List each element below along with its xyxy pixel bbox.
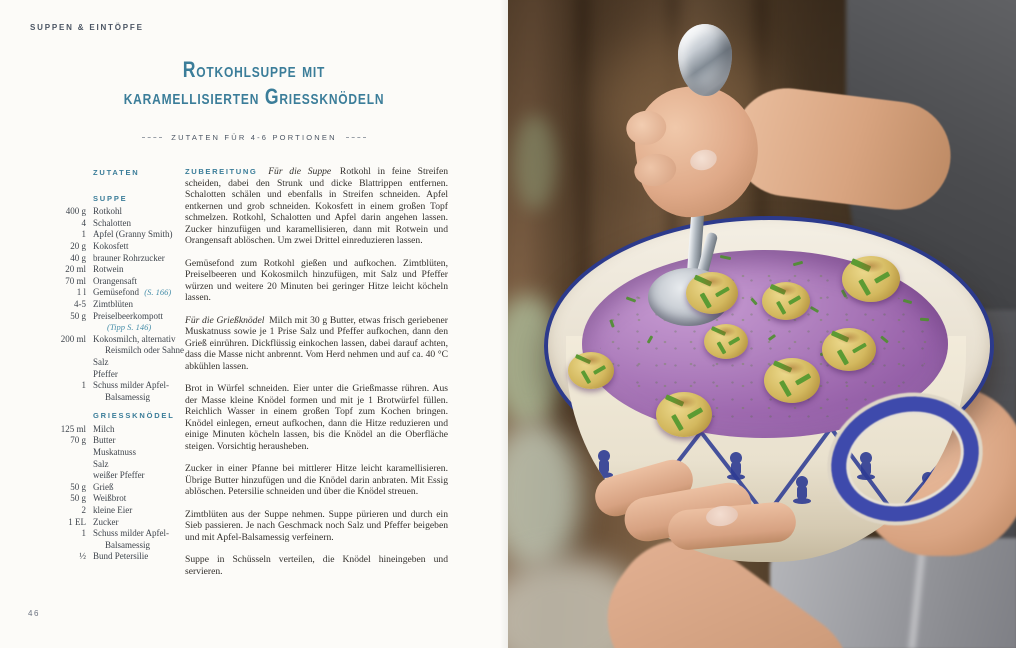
recipe-title-line1: Rotkohlsuppe mit: [182, 57, 326, 82]
ingredient-name: [93, 229, 189, 241]
ingredient-qty: [36, 459, 93, 471]
preparation-step-text: Suppe in Schüsseln verteilen, die Knödel hineingeben und servieren.: [185, 554, 448, 577]
ingredient-row: [36, 229, 189, 241]
divider-dash-left: [142, 137, 162, 138]
ingredient-name: [93, 380, 189, 403]
ingredient-name-text: Pfeffer: [93, 368, 118, 379]
ingredient-name: [93, 505, 189, 517]
ingredient-name: [93, 241, 189, 253]
ingredient-row: [36, 287, 189, 299]
preparation-step-text: Rotkohl in feine Streifen scheiden, dabei den Strunk und dicke Blattrippen entfernen. Schalotten schälen und ebenfalls in Streifen schneiden. Apfel entkernen und grob schneiden. Kokosfett in einem großen Topf schmelzen. Rotkohl, Schalotten und Apfel darin angehen lassen. Zucker hinzufügen und karamellisieren, dann mit Rotwein und Orangensaft ablöschen. Um zwei Drittel einreduzieren lassen.: [185, 166, 449, 246]
ingredient-qty: 1: [81, 528, 86, 539]
ingredient-row: [36, 334, 189, 357]
ingredient-name: [93, 470, 189, 482]
ingredient-row: [36, 311, 189, 334]
ingredient-row: [36, 369, 189, 381]
dumpling: [822, 328, 876, 371]
ingredient-qty: 50 g: [70, 310, 86, 321]
ingredient-qty: 20 ml: [65, 264, 86, 275]
ingredient-group-name: GRIESSKNÖDEL: [93, 411, 175, 421]
ingredient-name: [93, 218, 189, 230]
ingredient-name-text: kleine Eier: [93, 505, 133, 516]
ingredient-qty: 1: [81, 380, 86, 391]
ingredient-rows: [36, 206, 189, 403]
portions-note-text: ZUTATEN FÜR 4-6 PORTIONEN: [171, 133, 337, 142]
ingredient-rows: [36, 424, 189, 563]
dumpling: [842, 256, 900, 302]
ingredient-name-text: Gemüsefond: [93, 287, 139, 298]
ingredient-qty: 2: [81, 505, 86, 516]
ingredient-row: [36, 264, 189, 276]
ingredient-qty: 20 g: [70, 240, 86, 251]
ingredient-qty: 1: [81, 229, 86, 240]
plant-blur: [514, 115, 556, 210]
ingredient-name-text: Salz: [93, 356, 109, 367]
ingredient-group-name: SUPPE: [93, 193, 128, 203]
section-header: SUPPEN & EINTÖPFE: [30, 23, 144, 32]
ingredients-list: [36, 167, 189, 563]
ingredient-group-suppe: [36, 193, 189, 404]
preparation-paragraph: [185, 463, 448, 498]
ingredient-qty: [36, 447, 93, 459]
ingredient-name-text: Rotkohl: [93, 206, 123, 217]
ingredient-name: [93, 206, 189, 218]
dumpling: [656, 392, 712, 437]
ingredient-row: [36, 470, 189, 482]
ingredient-name-text: Muskatnuss: [93, 447, 137, 458]
ingredient-name-text: Kokosfett: [93, 240, 129, 251]
ingredient-name: [93, 482, 189, 494]
ingredient-qty: 70 ml: [65, 275, 86, 286]
ingredient-row: [36, 482, 189, 494]
ingredient-name-text: Zimtblüten: [93, 298, 133, 309]
ingredient-name: [93, 459, 189, 471]
dumpling: [704, 324, 748, 359]
ingredient-name-text: Orangensaft: [93, 275, 137, 286]
ingredient-qty: 1 EL: [68, 516, 86, 527]
ingredient-name-text: Schuss milder Apfel-Balsamessig: [93, 528, 169, 550]
ingredient-row: [36, 493, 189, 505]
ingredient-row: [36, 299, 189, 311]
ingredient-qty: 4: [81, 217, 86, 228]
ingredient-name: [93, 424, 189, 436]
ingredient-name: [93, 334, 189, 357]
ingredient-name: [93, 528, 189, 551]
ingredient-name-text: Kokosmilch, alternativ Reismilch oder Sahne: [93, 333, 184, 356]
dumpling: [686, 272, 738, 314]
preparation-paragraph: [185, 315, 448, 373]
ingredient-row: [36, 435, 189, 447]
preparation-text: [185, 166, 448, 588]
ingredient-row: [36, 357, 189, 369]
preparation-paragraph: [185, 554, 448, 577]
preparation-step-text: Milch mit 30 g Butter, etwas frisch geriebener Muskatnuss sowie je 1 Prise Salz und Pfeffer aufkochen, dann den Grieß einrühren. Dickflüssig einkochen lassen, dabei darauf achten, dass die Masse nicht anbrennt. Vom Herd nehmen und auf ca. 40 °C abkühlen lassen.: [185, 314, 448, 372]
ingredient-row: [36, 206, 189, 218]
ingredient-name-text: Milch: [93, 423, 115, 434]
preparation-label: ZUBEREITUNG: [185, 167, 258, 176]
ingredient-name-text: Schalotten: [93, 217, 131, 228]
ingredient-name: [93, 435, 189, 447]
preparation-step-lead: Für die Grießknödel: [185, 314, 265, 326]
dumpling: [568, 352, 614, 389]
ingredient-name: [93, 517, 189, 529]
ingredient-name-text: Butter: [93, 435, 116, 446]
ingredient-name: [93, 357, 189, 369]
ingredient-qty: [36, 369, 93, 381]
ingredient-row: [36, 253, 189, 265]
ingredient-qty: 400 g: [65, 206, 86, 217]
ingredient-qty: 50 g: [70, 493, 86, 504]
preparation-paragraph: [185, 166, 448, 247]
ingredient-qty: 1 l: [76, 287, 86, 298]
ingredient-qty: 40 g: [70, 252, 86, 263]
dumpling: [762, 282, 810, 320]
preparation-step-text: Zimtblüten aus der Suppe nehmen. Suppe pürieren und durch ein Sieb passieren. Je nach Geschmack noch Salz und Pfeffer beigeben und mit Apfel-Balsamessig verfeinern.: [185, 508, 448, 543]
ingredient-name: [93, 253, 189, 265]
divider-dash-right: [346, 137, 366, 138]
ingredient-group-griessknoedel: [36, 410, 189, 563]
ingredient-row: [36, 517, 189, 529]
ingredient-name-text: weißer Pfeffer: [93, 470, 145, 481]
ingredient-name: [93, 493, 189, 505]
ingredient-row: [36, 551, 189, 563]
ingredient-qty: 50 g: [70, 481, 86, 492]
ingredient-name-text: Apfel (Granny Smith): [93, 229, 173, 240]
ingredient-row: [36, 241, 189, 253]
preparation-step-lead: Für die Suppe: [268, 166, 332, 177]
ingredient-row: [36, 459, 189, 471]
ingredient-qty: 200 ml: [60, 333, 86, 344]
ingredient-name-text: Preiselbeerkompott: [93, 310, 163, 321]
ingredient-name: [93, 551, 189, 563]
ingredient-tip-ref: (Tipp S. 146): [107, 322, 152, 333]
ingredient-name: [93, 287, 189, 299]
preparation-step-text: Brot in Würfel schneiden. Eier unter die Grießmasse rühren. Aus der Masse kleine Knödel formen und mit je 1 Brotwürfel füllen. Reichlich Wasser in einem großen Topf zum Kochen bringen. Knödel einlegen, erneut aufkochen, dann die Hitze reduzieren und einige Minuten köcheln lassen, bis die Knödel an die Oberfläche steigen. Vorsichtig herausheben.: [185, 383, 448, 452]
portions-note: [0, 133, 508, 142]
preparation-paragraph: [185, 383, 448, 452]
preparation-step-text: Zucker in einer Pfanne bei mittlerer Hitze leicht karamellisieren. Übrige Butter hinzufügen und die Knödel darin anbraten. Mit Essig ablöschen. Petersilie schneiden und über die Knödel streuen.: [185, 463, 448, 497]
ingredient-qty: 70 g: [70, 435, 86, 446]
ingredient-qty: [36, 470, 93, 482]
ingredient-name: [93, 264, 189, 276]
page-number: 46: [28, 609, 40, 618]
ingredient-qty: ½: [79, 551, 86, 562]
ingredient-name: [93, 369, 189, 381]
ingredient-qty: [36, 357, 93, 369]
ingredient-row: [36, 528, 189, 551]
ingredient-row: [36, 276, 189, 288]
ingredient-row: [36, 505, 189, 517]
recipe-title-line2: karamellisierten Griessknödeln: [123, 84, 385, 109]
ingredient-qty: 125 ml: [60, 423, 86, 434]
recipe-title: [0, 56, 508, 110]
ingredient-name-text: Zucker: [93, 516, 119, 527]
ingredient-page-ref: (S. 166): [144, 287, 172, 298]
ingredient-qty: 4-5: [74, 298, 86, 309]
ingredient-name: [93, 311, 189, 334]
ingredient-name-text: Salz: [93, 458, 109, 469]
recipe-photo: [508, 0, 1016, 648]
preparation-paragraph: [185, 258, 448, 304]
ingredient-name: [93, 299, 189, 311]
ingredient-name-text: Schuss milder Apfel-Balsamessig: [93, 380, 169, 402]
preparation-paragraph: [185, 509, 448, 544]
ingredient-name: [93, 447, 189, 459]
ingredient-row: [36, 424, 189, 436]
ingredient-name-text: Bund Petersilie: [93, 551, 149, 562]
ingredient-name-text: brauner Rohrzucker: [93, 252, 165, 263]
ingredient-row: [36, 380, 189, 403]
ingredient-name: [93, 276, 189, 288]
ingredient-name-text: Rotwein: [93, 264, 124, 275]
dumpling: [764, 358, 820, 403]
ingredients-header: ZUTATEN: [93, 168, 140, 177]
ingredient-name-text: Grieß: [93, 481, 114, 492]
ingredient-row: [36, 447, 189, 459]
ingredient-row: [36, 218, 189, 230]
ingredient-name-text: Weißbrot: [93, 493, 127, 504]
preparation-step-text: Gemüsefond zum Rotkohl gießen und aufkochen. Zimtblüten, Preiselbeeren und Kokosmilch hinzufügen, mit Salz und Pfeffer würzen und weitere 20 Minuten bei geringer Hitze leicht köcheln lassen.: [185, 257, 448, 303]
